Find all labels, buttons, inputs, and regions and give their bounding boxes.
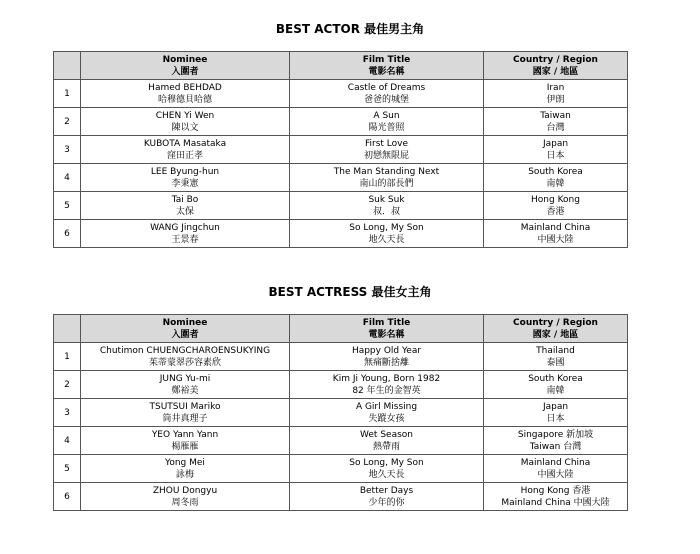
country-cell <box>484 220 628 248</box>
film-title-zh: 熱帶雨 <box>372 441 400 452</box>
film-title-zh: 82 年生的金智英 <box>352 385 421 396</box>
film-title-zh: 失蹤女孩 <box>368 413 405 424</box>
film-cell <box>290 192 484 220</box>
table-row <box>54 220 628 248</box>
country-line-1: Thailand <box>536 345 575 356</box>
film-title-en: A Girl Missing <box>355 401 418 412</box>
nominee-number <box>54 483 81 511</box>
nominee-number <box>54 427 81 455</box>
nominee-number <box>54 192 81 220</box>
nominee-name-zh: 筒井真理子 <box>162 413 208 424</box>
country-line-2: Taiwan 台灣 <box>529 441 582 452</box>
country-line-2: Mainland China 中國大陸 <box>501 497 610 508</box>
nominee-name-zh: 茱蒂蒙翠莎容素欣 <box>148 357 221 368</box>
country-line-1: South Korea <box>528 166 583 177</box>
country-cell <box>484 399 628 427</box>
table-row <box>54 399 628 427</box>
country-line-2: 伊朗 <box>546 94 565 105</box>
row-number: 5 <box>64 200 70 211</box>
nominee-header-zh: 入圍者 <box>171 329 199 340</box>
nominee-name-zh: 楊雁雁 <box>171 441 199 452</box>
nominee-header <box>81 52 290 80</box>
table-row <box>54 455 628 483</box>
row-number: 3 <box>64 144 70 155</box>
country-header-zh: 國家 / 地區 <box>532 66 579 77</box>
film-cell <box>290 220 484 248</box>
best-actress-title: BEST ACTRESS 最佳女主角 <box>268 285 432 299</box>
country-cell <box>484 192 628 220</box>
row-number: 5 <box>64 463 70 474</box>
country-cell <box>484 136 628 164</box>
nominee-header-en: Nominee <box>162 54 208 65</box>
film-title-en: Kim Ji Young, Born 1982 <box>332 373 441 384</box>
film-title-zh: 少年的你 <box>368 497 405 508</box>
row-number: 2 <box>64 379 70 390</box>
film-title-en: Happy Old Year <box>351 345 422 356</box>
country-line-2: 南韓 <box>546 385 565 396</box>
film-title-zh: 初戀無限屁 <box>363 150 409 161</box>
table-header-row <box>54 315 628 343</box>
nominee-name-en: LEE Byung-hun <box>150 166 220 177</box>
country-line-2: 日本 <box>546 150 565 161</box>
row-number: 1 <box>64 88 70 99</box>
row-number: 4 <box>64 435 70 446</box>
country-line-1: Hong Kong 香港 <box>520 485 591 496</box>
film-cell <box>290 455 484 483</box>
nominee-number <box>54 220 81 248</box>
nominee-cell <box>81 192 290 220</box>
nominee-name-zh: 詠梅 <box>175 469 194 480</box>
film-header-zh: 電影名稱 <box>368 329 405 340</box>
nominee-name-zh: 李秉憲 <box>171 178 199 189</box>
table-row <box>54 164 628 192</box>
nominee-header <box>81 315 290 343</box>
film-cell <box>290 371 484 399</box>
nominee-header-zh: 入圍者 <box>171 66 199 77</box>
film-header <box>290 52 484 80</box>
nominee-number <box>54 399 81 427</box>
country-cell <box>484 427 628 455</box>
table-row <box>54 80 628 108</box>
film-title-en: So Long, My Son <box>349 222 424 233</box>
row-number: 1 <box>64 351 70 362</box>
country-cell <box>484 455 628 483</box>
film-title-en: A Sun <box>373 110 400 121</box>
country-header-en: Country / Region <box>513 317 598 328</box>
film-title-zh: 南山的部長們 <box>359 178 414 189</box>
film-title-en: The Man Standing Next <box>333 166 440 177</box>
nominee-cell <box>81 483 290 511</box>
nominee-name-zh: 王景春 <box>171 234 199 245</box>
film-title-en: First Love <box>364 138 409 149</box>
best-actor-rows <box>54 80 628 248</box>
nominee-name-en: WANG Jingchun <box>150 222 220 233</box>
film-title-en: Castle of Dreams <box>347 82 426 93</box>
country-line-2: 泰國 <box>546 357 565 368</box>
country-line-1: Japan <box>542 138 569 149</box>
country-cell <box>484 371 628 399</box>
country-header <box>484 52 628 80</box>
film-cell <box>290 164 484 192</box>
nominee-header-en: Nominee <box>162 317 208 328</box>
nominee-name-en: KUBOTA Masataka <box>143 138 227 149</box>
nominee-number <box>54 455 81 483</box>
film-cell <box>290 80 484 108</box>
nominee-name-zh: 周冬雨 <box>171 497 199 508</box>
row-number: 6 <box>64 228 70 239</box>
country-cell <box>484 483 628 511</box>
nominee-number <box>54 80 81 108</box>
film-title-zh: 叔．叔 <box>372 206 400 217</box>
nominee-cell <box>81 371 290 399</box>
nominee-name-en: CHEN Yi Wen <box>155 110 215 121</box>
number-header <box>54 52 81 80</box>
film-header-en: Film Title <box>362 54 411 65</box>
country-cell <box>484 164 628 192</box>
table-row <box>54 108 628 136</box>
nominee-name-zh: 哈穆德貝哈德 <box>157 94 212 105</box>
country-line-2: 中國大陸 <box>537 234 574 245</box>
country-cell <box>484 108 628 136</box>
nominee-name-en: Hamed BEHDAD <box>148 82 222 93</box>
nominee-number <box>54 164 81 192</box>
nominee-name-en: YEO Yann Yann <box>151 429 219 440</box>
film-cell <box>290 483 484 511</box>
country-line-2: 日本 <box>546 413 565 424</box>
table-row <box>54 192 628 220</box>
film-header-zh: 電影名稱 <box>368 66 405 77</box>
film-header-en: Film Title <box>362 317 411 328</box>
nominee-name-zh: 窪田正孝 <box>166 150 203 161</box>
country-line-1: Japan <box>542 401 569 412</box>
table-row <box>54 483 628 511</box>
nominee-cell <box>81 108 290 136</box>
film-title-zh: 爸爸的城堡 <box>363 94 409 105</box>
film-title-en: Suk Suk <box>368 194 405 205</box>
table-row <box>54 371 628 399</box>
film-cell <box>290 343 484 371</box>
row-number: 4 <box>64 172 70 183</box>
nominee-name-zh: 鄭裕美 <box>171 385 199 396</box>
film-cell <box>290 399 484 427</box>
country-header-zh: 國家 / 地區 <box>532 329 579 340</box>
best-actress-table <box>53 314 628 511</box>
table-row <box>54 343 628 371</box>
country-line-2: 香港 <box>546 206 565 217</box>
number-header <box>54 315 81 343</box>
best-actor-title: BEST ACTOR 最佳男主角 <box>275 22 425 36</box>
country-header <box>484 315 628 343</box>
country-header-en: Country / Region <box>513 54 598 65</box>
country-line-1: Mainland China <box>520 222 591 233</box>
film-title-en: Better Days <box>359 485 414 496</box>
nominee-name-en: Chutimon CHUENGCHAROENSUKYING <box>99 345 271 356</box>
nominee-cell <box>81 80 290 108</box>
nominee-name-en: ZHOU Dongyu <box>152 485 218 496</box>
nominee-cell <box>81 164 290 192</box>
best-actress-rows <box>54 343 628 511</box>
row-number: 3 <box>64 407 70 418</box>
best-actor-table <box>53 51 628 248</box>
table-header-row <box>54 52 628 80</box>
row-number: 2 <box>64 116 70 127</box>
table-row <box>54 427 628 455</box>
country-line-2: 中國大陸 <box>537 469 574 480</box>
nominee-cell <box>81 220 290 248</box>
nominee-cell <box>81 399 290 427</box>
film-title-zh: 地久天長 <box>368 469 405 480</box>
nominee-name-zh: 太保 <box>175 206 194 217</box>
nominee-name-en: TSUTSUI Mariko <box>149 401 221 412</box>
country-line-1: Iran <box>546 82 565 93</box>
nominee-cell <box>81 343 290 371</box>
country-line-2: 南韓 <box>546 178 565 189</box>
nominee-cell <box>81 455 290 483</box>
film-header <box>290 315 484 343</box>
nominee-name-zh: 陳以文 <box>171 122 199 133</box>
nominee-number <box>54 343 81 371</box>
film-cell <box>290 108 484 136</box>
country-line-1: Taiwan <box>540 110 571 121</box>
country-line-1: Hong Kong <box>531 194 580 205</box>
nominee-number <box>54 136 81 164</box>
film-cell <box>290 427 484 455</box>
nominee-cell <box>81 136 290 164</box>
nominee-number <box>54 108 81 136</box>
row-number: 6 <box>64 491 70 502</box>
nominee-name-en: JUNG Yu-mi <box>159 373 211 384</box>
film-title-zh: 地久天長 <box>368 234 405 245</box>
film-title-en: Wet Season <box>360 429 413 440</box>
table-row <box>54 136 628 164</box>
country-line-1: South Korea <box>528 373 583 384</box>
nominee-cell <box>81 427 290 455</box>
film-cell <box>290 136 484 164</box>
country-cell <box>484 343 628 371</box>
country-line-1: Mainland China <box>520 457 591 468</box>
film-title-en: So Long, My Son <box>349 457 424 468</box>
country-line-1: Singapore 新加坡 <box>517 429 594 440</box>
film-title-zh: 陽光普照 <box>368 122 405 133</box>
nominee-number <box>54 371 81 399</box>
nominee-name-en: Yong Mei <box>165 457 205 468</box>
country-cell <box>484 80 628 108</box>
nominee-name-en: Tai Bo <box>171 194 199 205</box>
film-title-zh: 無痛斷捨離 <box>363 357 409 368</box>
country-line-2: 台灣 <box>546 122 565 133</box>
